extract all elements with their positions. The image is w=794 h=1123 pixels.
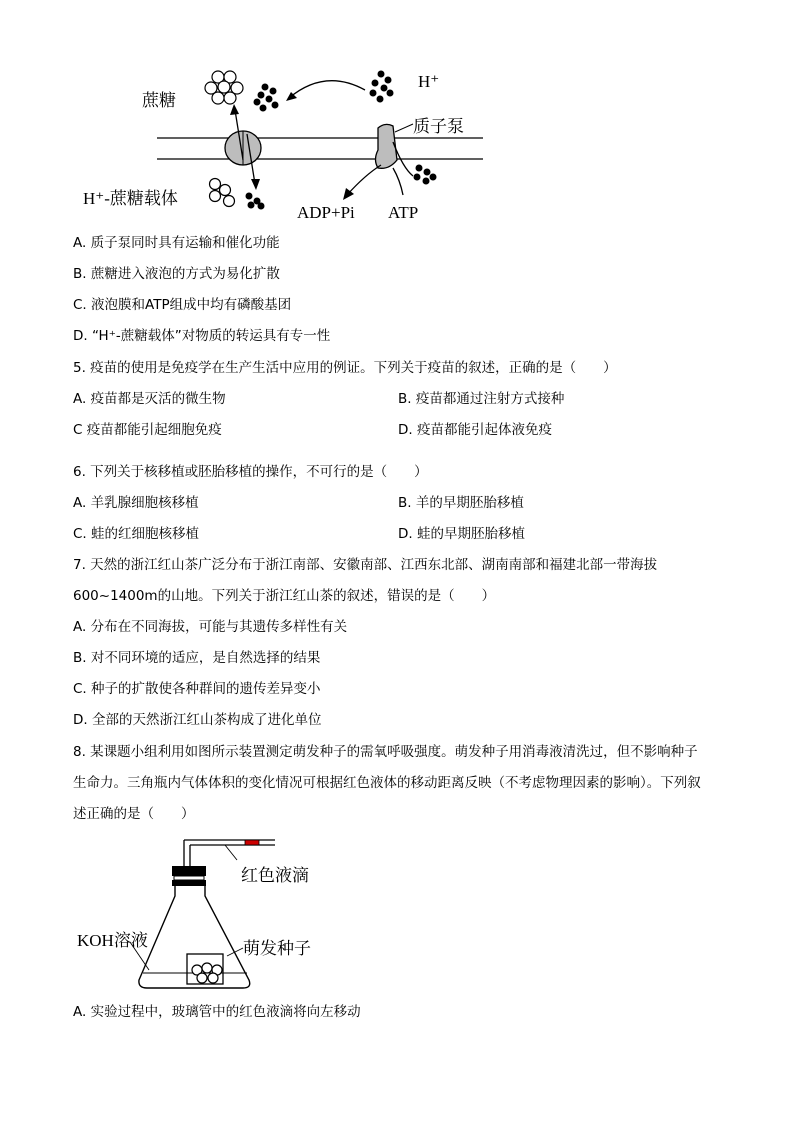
q7-option-b: B. 对不同环境的适应，是自然选择的结果 xyxy=(73,650,321,666)
stopper xyxy=(172,866,206,876)
q6-option-c: C. 蛙的红细胞核移植 xyxy=(73,526,200,542)
red-droplet xyxy=(245,840,259,845)
q7-stem-line2: 600~1400m的山地。下列关于浙江红山茶的叙述，错误的是（ ） xyxy=(73,588,496,604)
proton-pump-protein xyxy=(376,124,398,168)
q4-option-d: D. “H⁺-蔗糖载体”对物质的转运具有专一性 xyxy=(73,328,331,344)
q6-option-d: D. 蛙的早期胚胎移植 xyxy=(398,526,525,542)
q7-option-a: A. 分布在不同海拔，可能与其遗传多样性有关 xyxy=(73,619,348,635)
q4-option-b: B. 蔗糖进入液泡的方式为易化扩散 xyxy=(73,266,280,282)
q6-stem: 6. 下列关于核移植或胚胎移植的操作，不可行的是（ ） xyxy=(73,464,428,480)
q4-option-c: C. 液泡膜和ATP组成中均有磷酸基团 xyxy=(73,297,292,313)
h-ion-dots-top-right xyxy=(370,71,394,103)
carrier-label: H⁺-蔗糖载体 xyxy=(83,189,178,208)
q8-stem-line2: 生命力。三角瓶内气体体积的变化情况可根据红色液体的移动距离反映（不考虑物理因素的影响）。下列叙 xyxy=(73,775,701,791)
q4-option-a: A. 质子泵同时具有运输和催化功能 xyxy=(73,235,280,251)
sucrose-label: 蔗糖 xyxy=(142,91,176,110)
flask-apparatus-figure xyxy=(75,830,335,1000)
h-ion-dots-bottom-right xyxy=(414,165,437,185)
q5-option-c: C 疫苗都能引起细胞免疫 xyxy=(73,422,222,438)
sucrose-molecules-bottom xyxy=(210,179,235,207)
h-ion-dots-bottom xyxy=(246,193,265,210)
q5-option-b: B. 疫苗都通过注射方式接种 xyxy=(398,391,565,407)
seeds xyxy=(192,963,222,983)
q5-stem: 5. 疫苗的使用是免疫学在生产生活中应用的例证。下列关于疫苗的叙述，正确的是（ ） xyxy=(73,360,617,376)
membrane-transport-figure xyxy=(75,60,495,230)
q7-option-c: C. 种子的扩散使各种群间的遗传差异变小 xyxy=(73,681,321,697)
q5-option-a: A. 疫苗都是灭活的微生物 xyxy=(73,391,226,407)
proton-pump-label: 质子泵 xyxy=(413,117,464,136)
h-ion-label: H⁺ xyxy=(418,72,440,91)
atp-label: ATP xyxy=(388,203,419,222)
q6-option-a: A. 羊乳腺细胞核移植 xyxy=(73,495,199,511)
q8-option-a: A. 实验过程中，玻璃管中的红色液滴将向左移动 xyxy=(73,1004,361,1020)
flask-diagram xyxy=(75,830,335,1000)
q7-option-d: D. 全部的天然浙江红山茶构成了进化单位 xyxy=(73,712,322,728)
q7-stem-line1: 7. 天然的浙江红山茶广泛分布于浙江南部、安徽南部、江西东北部、湖南南部和福建北部一带海拔 xyxy=(73,557,658,573)
germinating-seeds-label: 萌发种子 xyxy=(243,939,311,958)
red-droplet-label: 红色液滴 xyxy=(241,866,309,885)
q6-option-b: B. 羊的早期胚胎移植 xyxy=(398,495,524,511)
h-ion-dots-top xyxy=(254,84,279,112)
adp-label: ADP+Pi xyxy=(297,203,355,222)
q8-stem-line3: 述正确的是（ ） xyxy=(73,806,195,822)
sucrose-molecules-top xyxy=(205,71,243,104)
koh-solution-label: KOH溶液 xyxy=(77,931,148,950)
q5-option-d: D. 疫苗都能引起体液免疫 xyxy=(398,422,552,438)
q8-stem-line1: 8. 某课题小组利用如图所示装置测定萌发种子的需氧呼吸强度。萌发种子用消毒液清洗过，但不影响种子 xyxy=(73,744,698,760)
